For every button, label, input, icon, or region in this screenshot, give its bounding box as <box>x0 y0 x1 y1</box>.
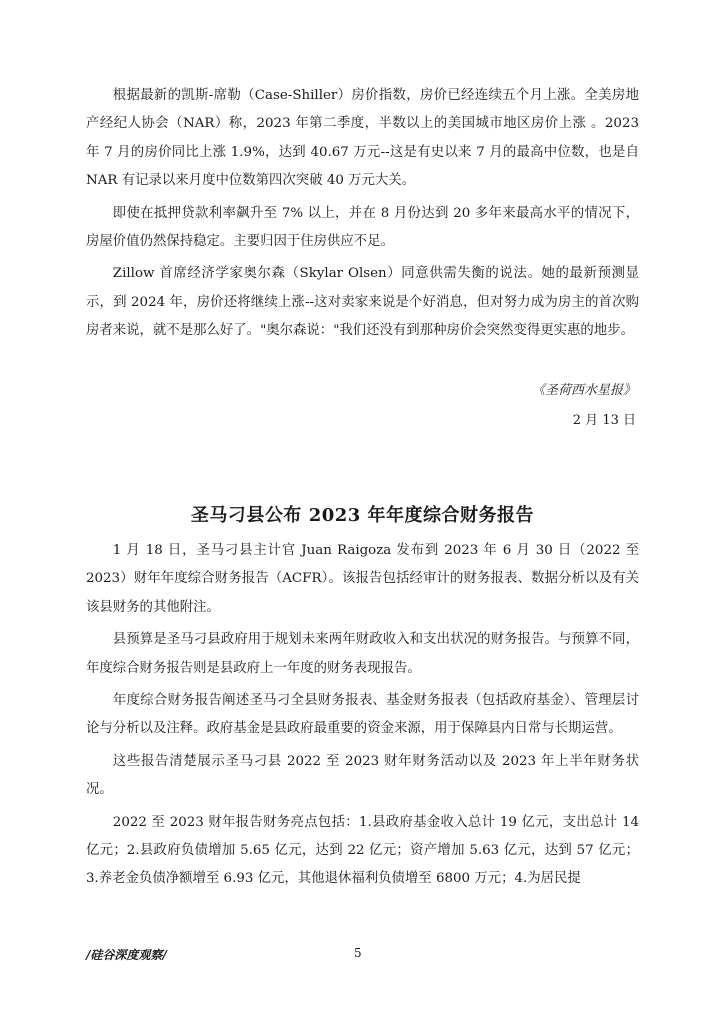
article1-source: 《圣荷西水星报》 <box>531 383 636 398</box>
article-acfr-report <box>86 537 639 898</box>
footer-page-number: 5 <box>354 946 362 960</box>
article2-title: 圣马刁县公布 2023 年年度综合财务报告 <box>190 505 535 526</box>
article2-paragraph-3: 年度综合财务报告阐述圣马刁全县财务报表、基金财务报表（包括政府基金）、管理层讨论与分析以及注释。政府基金是县政府最重要的资金来源，用于保障县内日常与长期运营。 <box>86 693 639 737</box>
article1-paragraph-2: 即使在抵押贷款利率飙升至 7% 以上，并在 8 月份达到 20 多年来最高水平的情况下，房屋价值仍然保持稳定。主要归因于住房供应不足。 <box>86 205 639 250</box>
article-housing-prices <box>86 82 639 350</box>
article1-paragraph-3: Zillow 首席经济学家奥尔森（Skylar Olsen）同意供需失衡的说法。她的最新预测显示，到 2024 年，房价还将继续上涨--这对卖家来说是个好消息，但对努力成为房主的首次购房者来说，就不是那么好了。"奥尔森说："我们还没有到那种房价会突然变得更实惠的地步。 <box>86 266 639 339</box>
article2-paragraph-2: 县预算是圣马刁县政府用于规划未来两年财政收入和支出状况的财务报告。与预算不同，年度综合财务报告则是县政府上一年度的财务表现报告。 <box>86 632 639 676</box>
article2-paragraph-4: 这些报告清楚展示圣马刁县 2022 至 2023 财年财务活动以及 2023 年上半年财务状况。 <box>86 753 639 798</box>
article1-paragraph-1: 根据最新的凯斯-席勒（Case-Shiller）房价指数，房价已经连续五个月上涨。全美房地产经纪人协会（NAR）称，2023 年第二季度，半数以上的美国城市地区房价上涨 。2023 年 7 月的房价同比上涨 1.9%，达到 40.67 万元--这是有史以来 7 月的最高中位数，也是自 NAR 有记录以来月度中位数第四次突破 40 万元大关。 <box>86 88 639 189</box>
footer-publication-name: /硅谷深度观察/ <box>86 948 167 962</box>
article2-paragraph-1: 1 月 18 日，圣马刁县主计官 Juan Raigoza 发布到 2023 年 6 月 30 日（2022 至 2023）财年年度综合财务报告（ACFR）。该报告包括经审计的财务报表、数据分析以及有关该县财务的其他附注。 <box>86 543 639 615</box>
article1-date: 2 月 13 日 <box>572 413 636 428</box>
article2-paragraph-5: 2022 至 2023 财年报告财务亮点包括：1.县政府基金收入总计 19 亿元，支出总计 14 亿元；2.县政府负债增加 5.65 亿元，达到 22 亿元；资产增加 5.63 亿元，达到 57 亿元；3.养老金负债净额增至 6.93 亿元，其他退休福利负债增至 6800 万元；4.为居民提 <box>86 814 639 887</box>
